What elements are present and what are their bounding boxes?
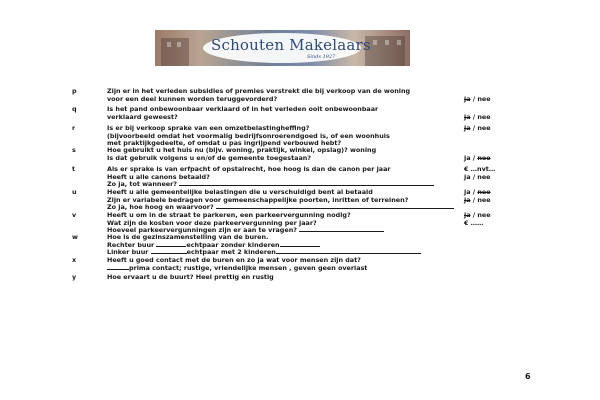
question-text: Wat zijn de kosten voor deze parkeervergunning per jaar?: [107, 218, 317, 227]
question-text: Heeft u alle gemeentelijke belastingen die u verschuldigd bent al betaald: [107, 188, 373, 196]
answer-choice[interactable]: ja / nee: [464, 153, 491, 162]
answer-block[interactable]: [464, 166, 495, 181]
canon-amount: € …nvt…: [464, 165, 496, 173]
canon-paid-choice: ja / nee: [464, 172, 491, 181]
question-text: Heeft u om in de straat te parkeren, een parkeervergunning nodig?: [107, 211, 351, 219]
answer-choice[interactable]: ja / nee: [464, 94, 491, 103]
question-text: Hoe gebruikt u het huis nu (bijv. woning, praktijk, winkel, opslag)? woning: [107, 146, 377, 154]
question-text: Hoe is de gezinszamenstelling van de buren.: [107, 233, 269, 241]
question-text: Als er sprake is van erfpacht of opstalrecht, hoe hoog is dan de canon per jaar: [107, 165, 391, 173]
question-text: Zijn er variabele bedragen voor gemeenschappelijke poorten, inritten of terreinen?: [107, 195, 409, 204]
question-text: Zijn er in het verleden subsidies of premies verstrekt die bij verkoop van de woning: [107, 87, 411, 95]
answer-line[interactable]: [179, 185, 434, 186]
question-text: Zo ja, tot wanneer?: [107, 181, 462, 189]
answer-line[interactable]: [216, 208, 454, 209]
question-letter: q: [72, 105, 77, 113]
question-text: Is dat gebruik volgens u en/of de gemeente toegestaan?: [107, 153, 312, 162]
answer-line[interactable]: [299, 231, 384, 232]
neighbour-left: Linker buur echtpaar met 2 kinderen: [107, 249, 462, 257]
answer-choice: ja / nee: [464, 211, 491, 219]
answer-choice[interactable]: ja / nee: [464, 112, 491, 121]
answer-text: prima contact; rustige, vriendelijke mensen , geven geen overlast: [107, 265, 462, 273]
question-text: (bijvoorbeeld omdat het voormalig bedrijfsonroerendgoed is, of een woonhuis: [107, 131, 390, 140]
answer-choice: ja / nee: [464, 195, 491, 204]
question-text: met praktijkgedeelte, of omdat u pas ingrijpend verbouwd hebt?: [107, 139, 342, 148]
parking-cost: € ……: [464, 218, 484, 227]
neighbour-right: Rechter buur echtpaar zonder kinderen: [107, 242, 462, 250]
logo-tagline: Sinds 1927: [307, 54, 336, 60]
answer-block[interactable]: [464, 212, 491, 227]
question-text: Zo ja, hoe hoog en waarvoor?: [107, 204, 462, 212]
question-letter: w: [72, 233, 78, 241]
question-text: verklaard geweest?: [107, 112, 178, 121]
question-letter: y: [72, 273, 77, 281]
question-letter: u: [72, 188, 77, 196]
question-letter: r: [72, 124, 76, 132]
question-letter: t: [72, 165, 76, 173]
question-text: voor een deel kunnen worden teruggevorderd?: [107, 94, 278, 103]
question-letter: p: [72, 87, 77, 95]
question-text: Is het pand onbewoonbaar verklaard of in het verleden ooit onbewoonbaar: [107, 105, 379, 113]
company-logo: Schouten Makelaars: [211, 36, 371, 54]
answer-choice[interactable]: ja / nee: [464, 124, 491, 132]
answer-block[interactable]: [464, 189, 491, 204]
question-letter: s: [72, 146, 76, 154]
question-text: Heeft u goed contact met de buren en zo ja wat voor mensen zijn dat?: [107, 256, 361, 264]
question-letter: x: [72, 256, 77, 264]
page-number: 6: [525, 372, 531, 381]
question-text: Is er bij verkoop sprake van een omzetbelastingheffing?: [107, 124, 310, 132]
question-text: Heeft u alle canons betaald?: [107, 172, 210, 181]
header-banner: [155, 30, 410, 66]
question-text: Hoeveel parkeervergunningen zijn er aan te vragen?: [107, 227, 462, 235]
question-letter: v: [72, 211, 77, 219]
question-text: Hoe ervaart u de buurt? Heel prettig en rustig: [107, 273, 274, 281]
answer-choice: ja / nee: [464, 188, 491, 196]
